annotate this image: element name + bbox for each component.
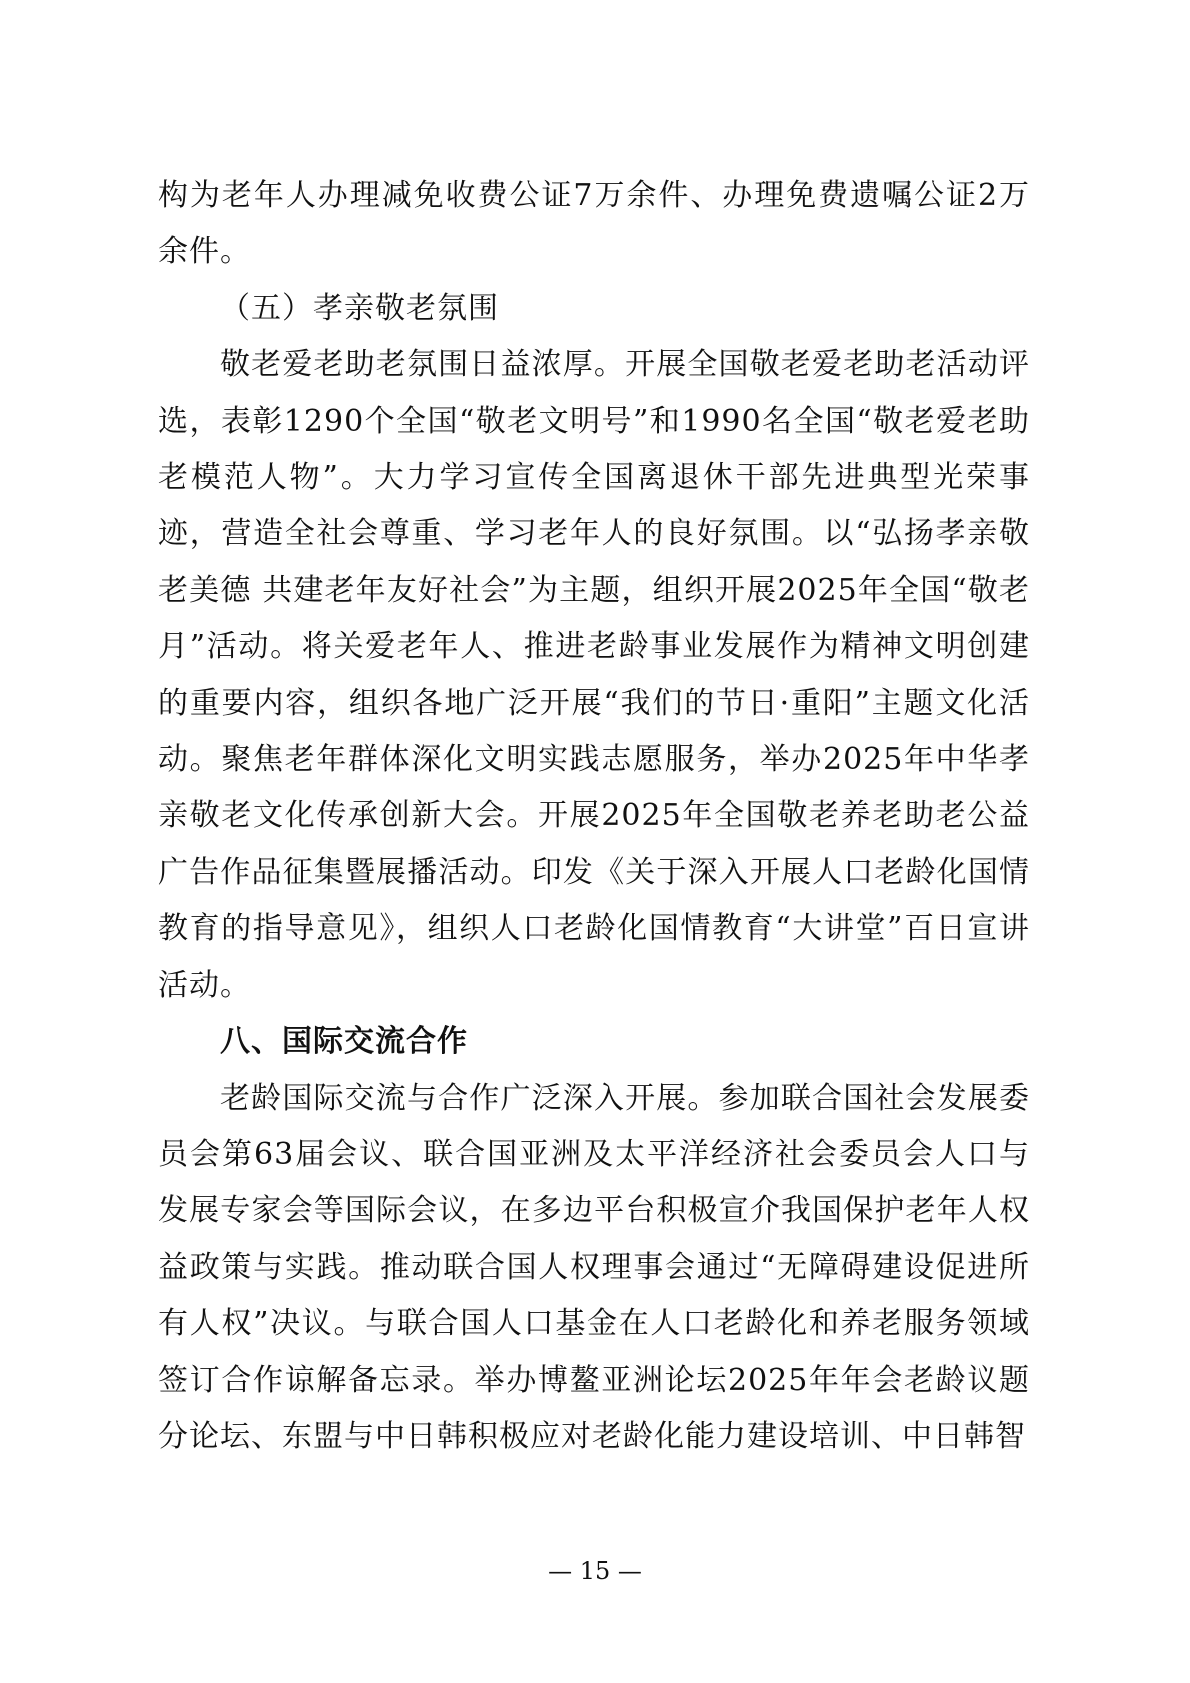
section-5-heading: （五）孝亲敬老氛围 (220, 290, 499, 326)
section-8-paragraph: 老龄国际交流与合作广泛深入开展。参加联合国社会发展委员会第63届会议、联合国亚洲及太平洋经济社会委员会人口与发展专家会等国际会议，在多边平台积极宣介我国保护老年人权益政策与实践。推动联合国人权理事会通过“无障碍建设促进所有人权”决议。与联合国人口基金在人口老龄化和养老服务领域签订合作谅解备忘录。举办博鳌亚洲论坛2025年年会老龄议题分论坛、东盟与中日韩积极应对老龄化能力建设培训、中日韩智 (158, 1080, 1030, 1454)
section-5-paragraph: 敬老爱老助老氛围日益浓厚。开展全国敬老爱老助老活动评选，表彰1290个全国“敬老文明号”和1990名全国“敬老爱老助老模范人物”。大力学习宣传全国离退休干部先进典型光荣事迹，营造全社会尊重、学习老年人的良好氛围。以“弘扬孝亲敬老美德 共建老年友好社会”为主题，组织开展2025年全国“敬老月”活动。将关爱老年人、推进老龄事业发展作为精神文明创建的重要内容，组织各地广泛开展“我们的节日·重阳”主题文化活动。聚焦老年群体深化文明实践志愿服务，举办2025年中华孝亲敬老文化传承创新大会。开展2025年全国敬老养老助老公益广告作品征集暨展播活动。印发《关于深入开展人口老龄化国情教育的指导意见》，组织人口老龄化国情教育“大讲堂”百日宣讲活动。 (158, 347, 1030, 1003)
document-body (158, 168, 1030, 1465)
page-number: — 15 — (548, 1557, 642, 1585)
continued-paragraph: 构为老年人办理减免收费公证7万余件、办理免费遗嘱公证2万余件。 (158, 178, 1030, 270)
section-8-heading: 八、国际交流合作 (220, 1024, 468, 1060)
